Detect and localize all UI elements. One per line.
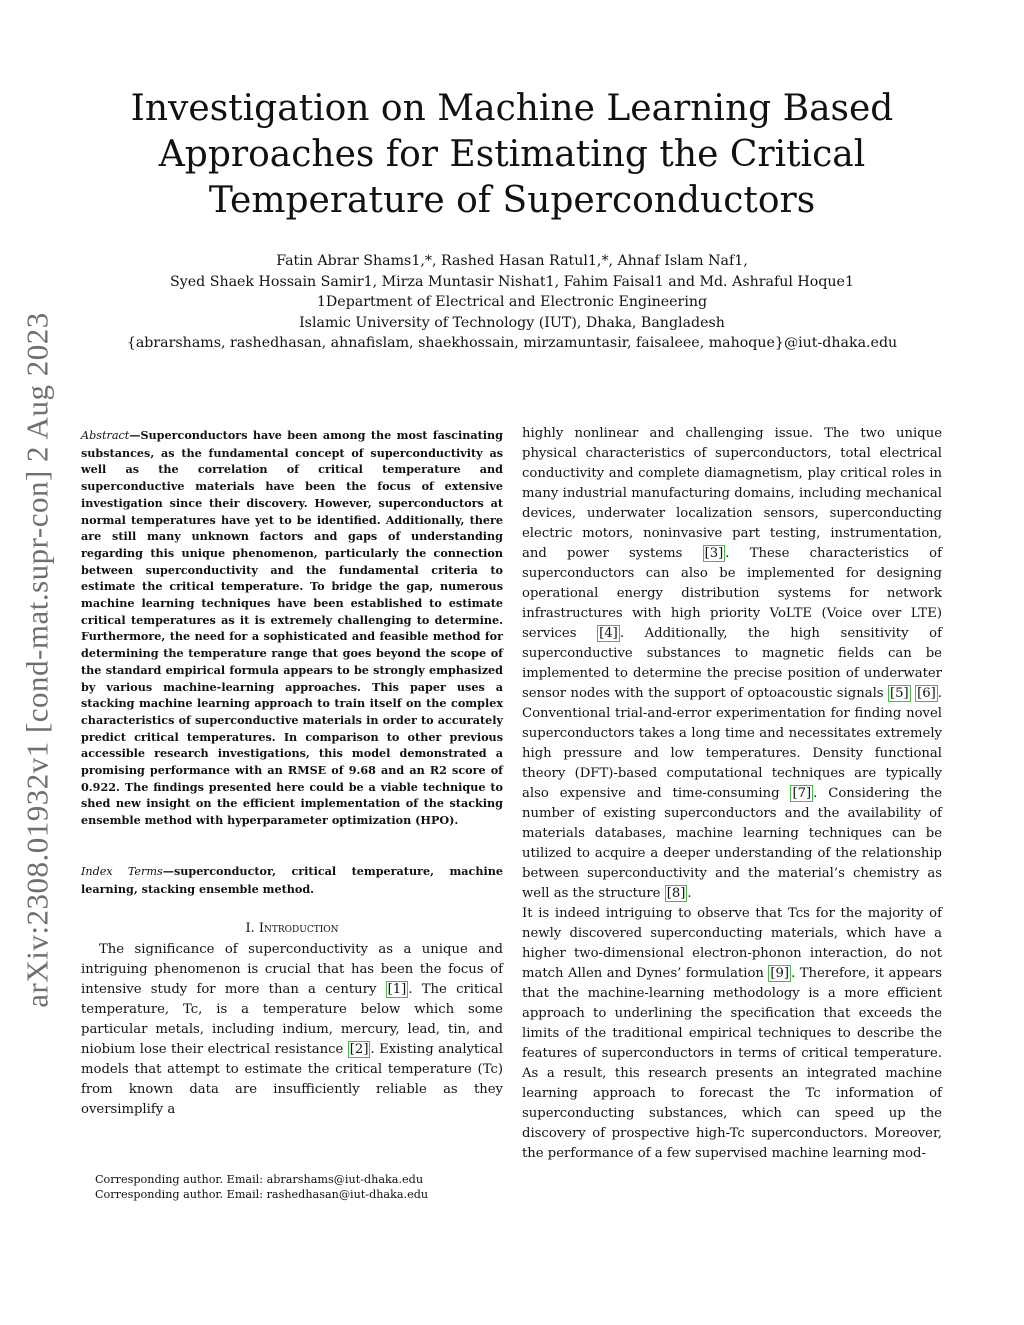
intro-text: The significance of superconductivity as a unique and intriguing phenomenon is crucial that has been the focus of intensive study for more than a century xyxy=(81,942,503,998)
footnotes xyxy=(95,1172,515,1202)
intro-paragraph-1 xyxy=(81,940,503,1120)
intro-paragraph-continued xyxy=(522,424,942,904)
paper-title: Investigation on Machine Learning Based Approaches for Estimating the Critical Temperature of Superconductors xyxy=(130,88,894,221)
author-block xyxy=(100,251,924,354)
affiliation-department: 1Department of Electrical and Electronic Engineering xyxy=(316,294,708,310)
intro-text: . Considering the number of existing superconductors and the availability of materials databases, machine learning techniques can be utilized to acquire a deeper understanding of the relationship between superconductivity and the material’s chemistry as well as the structure xyxy=(522,786,942,901)
footnote-corresponding-1: Corresponding author. Email: abrarshams@iut-dhaka.edu xyxy=(95,1173,424,1186)
index-terms-text: —superconductor, critical temperature, machine learning, stacking ensemble method. xyxy=(81,863,503,896)
intro-text: . xyxy=(687,886,692,901)
index-terms xyxy=(81,863,503,897)
intro-text: highly nonlinear and challenging issue. The two unique physical characteristics of superconductors, total electrical conductivity and complete diamagnetism, play critical roles in many industrial manufacturing domains, including mechanical devices, underwater localization sensors, superconducting electric motors, noninvasive part testing, instrumentation, and power systems xyxy=(522,426,942,561)
intro-text: . These characteristics of superconductors can also be implemented for designing operational energy distribution systems for network infrastructures with high priority VoLTE (Voice over LTE) services xyxy=(522,546,942,641)
right-column xyxy=(522,424,942,1164)
section-heading-introduction: I. Introduction xyxy=(245,921,339,937)
citation-link[interactable]: [1] xyxy=(387,982,407,998)
author-line-1: Fatin Abrar Shams1,*, Rashed Hasan Ratul1,*, Ahnaf Islam Naf1, xyxy=(276,253,748,269)
intro-text: . Existing analytical models that attempt to estimate the critical temperature (Tc) from known data are insufficiently reliable as they oversimplify a xyxy=(81,1042,503,1118)
abstract-text: —Superconductors have been among the most fascinating substances, as the fundamental concept of superconductivity as well as the correlation of critical temperature and superconductive materials have been the focus of extensive investigation since their discovery. However, superconductors at normal temperatures have yet to be identified. Additionally, there are still many unknown factors and gaps of understanding regarding this unique phenomenon, particularly the connection between superconductivity and the fundamental criteria to estimate the critical temperature. To bridge the gap, numerous machine learning techniques have been established to estimate critical temperatures as it is extremely challenging to determine. Furthermore, the need for a sophisticated and feasible method for determining the temperature range that goes beyond the scope of the standard empirical formula appears to be strongly emphasized by various machine-learning approaches. This paper uses a stacking machine learning approach to train itself on the complex characteristics of superconductive materials in order to accurately predict critical temperatures. In comparison to other previous accessible research investigations, this model demonstrated a promising performance with an RMSE of 9.68 and an R2 score of 0.922. The findings presented here could be a viable technique to shed new insight on the efficient implementation of the stacking ensemble method with hyperparameter optimization (HPO). xyxy=(81,428,503,828)
citation-link[interactable]: [5] xyxy=(890,686,909,701)
intro-paragraph-2 xyxy=(522,904,942,1164)
author-line-2: Syed Shaek Hossain Samir1, Mirza Muntasir Nishat1, Fahim Faisal1 and Md. Ashraful Hoque1 xyxy=(170,273,854,290)
citation-link[interactable]: [3] xyxy=(704,546,724,561)
left-column xyxy=(81,427,503,1120)
citation-link[interactable]: [6] xyxy=(917,686,936,701)
intro-text: . The critical temperature, Tc, is a temperature below which some particular metals, including indium, mercury, lead, tin, and niobium lose their electrical resistance xyxy=(81,982,503,1058)
arxiv-identifier-text: arXiv:2308.01932v1 [cond-mat.supr-con] 2 Aug 2023 xyxy=(20,312,55,1008)
intro-text: It is indeed intriguing to observe that Tcs for the majority of newly discovered superconducting materials, which have a higher two-dimensional electron-phonon interaction, do not match Allen and Dynes’ formulation xyxy=(522,906,942,981)
index-terms-label: Index Terms xyxy=(81,864,163,878)
citation-link[interactable]: [4] xyxy=(599,626,618,641)
intro-text: . Additionally, the high sensitivity of superconductive substances to magnetic fields can be implemented to determine the precise position of underwater sensor nodes with the support of optoacoustic signals xyxy=(522,626,942,701)
author-emails: {abrarshams, rashedhasan, ahnafislam, shaekhossain, mirzamuntasir, faisaleee, mahoque}@iut-dhaka.edu xyxy=(126,335,898,351)
intro-text: . Therefore, it appears that the machine-learning methodology is a more efficient approach to underlining the specification that exceeds the limits of the traditional empirical techniques to describe the features of superconductors in terms of critical temperature. As a result, this research presents an integrated machine learning approach to forecast the Tc information of superconducting substances, which can speed up the discovery of prospective high-Tc superconductors. Moreover, the performance of a few supervised machine learning mod- xyxy=(522,966,943,1161)
abstract xyxy=(81,427,503,829)
citation-link[interactable]: [7] xyxy=(792,786,812,801)
arxiv-identifier-stamp xyxy=(8,290,68,1030)
citation-link[interactable]: [9] xyxy=(770,966,790,981)
footnote-corresponding-2: Corresponding author. Email: rashedhasan@iut-dhaka.edu xyxy=(95,1188,429,1201)
citation-link[interactable]: [2] xyxy=(349,1042,369,1058)
citation-link[interactable]: [8] xyxy=(666,886,686,901)
affiliation-institution: Islamic University of Technology (IUT), Dhaka, Bangladesh xyxy=(299,314,725,331)
abstract-label: Abstract xyxy=(81,429,130,442)
intro-text: . Conventional trial-and-error experimentation for finding novel superconductors takes a long time and necessitates extremely high pressure and low temperatures. Density functional theory (DFT)-based computational techniques are typically also expensive and time-consuming xyxy=(522,686,942,801)
